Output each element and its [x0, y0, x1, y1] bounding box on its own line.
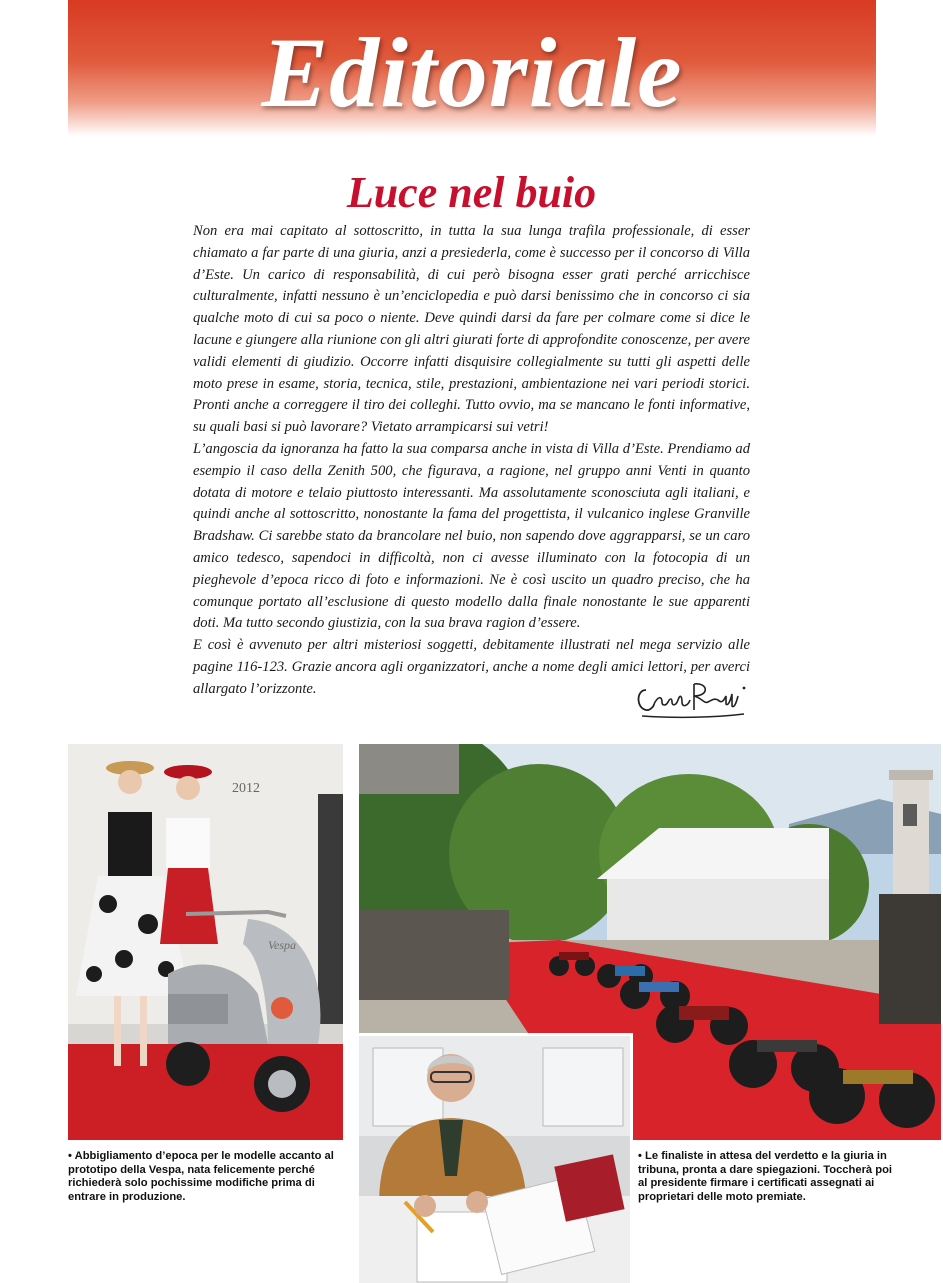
caption-finalists: • Le finaliste in attesa del verdetto e la giuria in tribuna, pronta a dare spiegazioni. Toccherà poi al presidente firmare i certificati assegnati ai proprietari delle moto premiate. [638, 1150, 893, 1203]
photo-president-signing [359, 1033, 633, 1283]
article-paragraph: Non era mai capitato al sottoscritto, in tutta la sua lunga trafila professionale, di esser chiamato a far parte di una giuria, anzi a presiederla, come è successo per il concorso di Villa d’Este. Un carico di responsabilità, di cui però bisogna esser grati perché arricchisce culturalmente, infatti nessuno è un’enciclopedia e può darsi benissimo che in concorso ci sia qualche moto di cui sa poco o niente. Deve quindi darsi da fare per colmare come si dice le lacune e giungere alla riunione con gli altri giurati forte di approfondite conoscenze, per avere validi elementi di giudizio. Occorre infatti disquisire collegialmente su tutti gli aspetti delle moto prese in esame, storia, tecnica, stile, prestazioni, ambientazione nei vari periodi storici. Pronti anche a correggere il tiro dei colleghi. Tutto ovvio, ma se mancano le fonti informative, su quali basi si può lavorare? Vietato arrampicarsi sui vetri! [193, 223, 750, 436]
header-banner [68, 0, 876, 136]
caption-models: • Abbigliamento d’epoca per le modelle accanto al prototipo della Vespa, nata felicemente perché richiederà solo pochissime modifiche prima di entrare in produzione. [68, 1150, 334, 1203]
article-body [193, 221, 750, 701]
vespa-badge: Vespa [268, 938, 296, 952]
article-title: Luce nel buio [346, 168, 597, 217]
section-title: Editoriale [261, 17, 683, 128]
article-paragraph: E così è avvenuto per altri misteriosi soggetti, debitamente illustrati nel mega servizio alle pagine 116-123. Grazie ancora agli organizzatori, anche a nome degli amici lettori, per averci allargato l’orizzonte. [193, 637, 750, 697]
signature [632, 676, 752, 722]
poster-year: 2012 [232, 781, 260, 796]
article-paragraph: L’angoscia da ignoranza ha fatto la sua comparsa anche in vista di Villa d’Este. Prendiamo ad esempio il caso della Zenith 500, che figurava, a ragione, nel gruppo anni Venti in quanto dotata di motore e telaio piuttosto interessanti. Ma assolutamente sconosciuta agli italiani, e quindi anche al sottoscritto, nonostante la fama del progettista, il vulcanico inglese Granville Bradshaw. Ci sarebbe stato da brancolare nel buio, non sapendo dove aggrapparsi, se un caro amico tedesco, sapendoci in difficoltà, non ci avesse illuminato con la fotocopia di un pieghevole d’epoca ricco di foto e informazioni. Ne è così uscito un quadro preciso, che ha comunque portato all’esclusione di questo modello dalla finale nonostante le sue apparenti doti. Ma tutto secondo giustizia, con la sua brava ragion d’essere. [193, 440, 750, 632]
photo-models-vespa [68, 744, 343, 1140]
